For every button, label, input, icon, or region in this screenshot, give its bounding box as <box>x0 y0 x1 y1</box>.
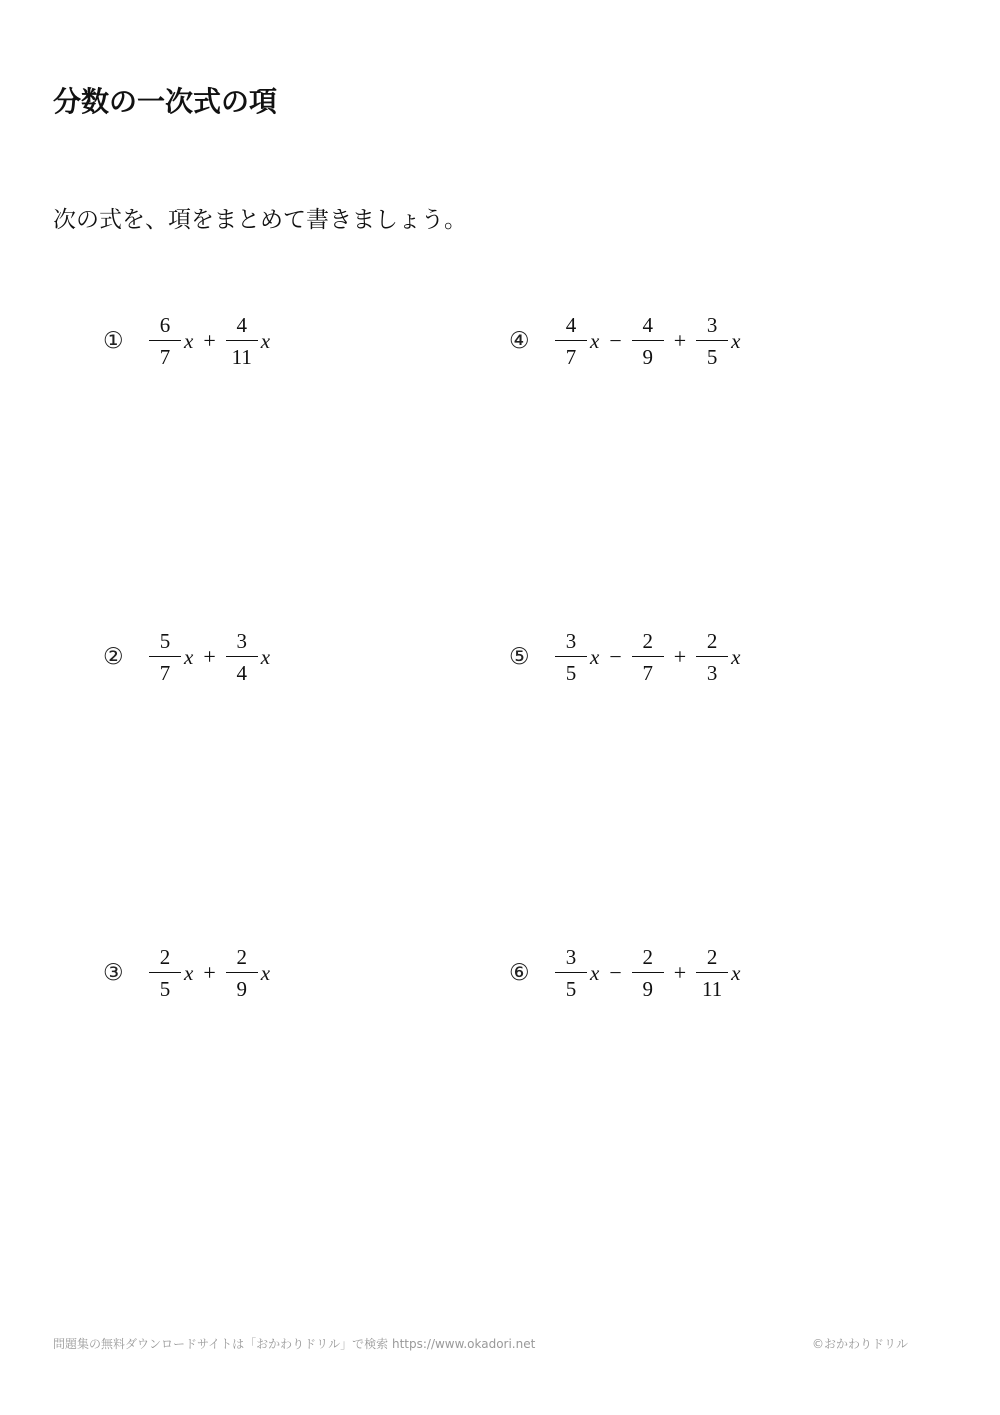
operator: + <box>673 328 687 353</box>
fraction-numerator: 2 <box>642 944 653 969</box>
problem-1 <box>103 311 272 371</box>
fraction <box>632 630 664 685</box>
fraction-bar <box>696 656 728 658</box>
problem-number: ⑤ <box>509 644 530 670</box>
fraction-denominator: 5 <box>159 977 171 1002</box>
fraction-numerator: 2 <box>642 628 653 653</box>
fraction <box>226 630 258 685</box>
fraction-denominator: 11 <box>231 345 252 370</box>
fraction-bar <box>226 656 258 658</box>
fraction-bar <box>632 340 664 342</box>
operator: + <box>673 960 687 985</box>
footer-site-text: 問題集の無料ダウンロードサイトは「おかわりドリル」で検索 https://www.okadori.net <box>53 1337 536 1351</box>
operator: + <box>203 328 216 353</box>
operator: − <box>609 960 622 985</box>
fraction <box>555 630 587 685</box>
fraction <box>696 946 728 1001</box>
fraction-denominator: 7 <box>565 345 577 370</box>
variable: x <box>590 328 600 353</box>
fraction <box>226 314 258 369</box>
problem-number: ② <box>103 644 124 670</box>
fraction-denominator: 4 <box>236 661 247 686</box>
problem-number: ① <box>103 328 124 354</box>
problem-5 <box>509 627 743 687</box>
fraction-denominator: 7 <box>642 661 653 686</box>
operator: + <box>203 644 216 669</box>
fraction-numerator: 2 <box>706 944 718 969</box>
problem-number: ④ <box>509 328 530 354</box>
fraction-numerator: 2 <box>706 628 718 653</box>
problem-4 <box>509 311 743 371</box>
fraction-bar <box>555 656 587 658</box>
operator: − <box>609 328 622 353</box>
variable: x <box>590 960 600 985</box>
fraction-denominator: 5 <box>565 977 577 1002</box>
fraction-denominator: 7 <box>159 661 171 686</box>
fraction-bar <box>149 340 181 342</box>
variable: x <box>731 644 741 669</box>
fraction-denominator: 11 <box>702 977 723 1002</box>
fraction-numerator: 3 <box>565 628 577 653</box>
variable: x <box>184 328 194 353</box>
operator: + <box>673 644 687 669</box>
variable: x <box>184 960 194 985</box>
fraction-numerator: 3 <box>565 944 577 969</box>
operator: + <box>203 960 216 985</box>
variable: x <box>260 644 271 669</box>
fraction-denominator: 3 <box>706 661 718 686</box>
problem-3 <box>103 943 272 1003</box>
fraction-numerator: 4 <box>236 312 247 337</box>
variable: x <box>731 960 741 985</box>
variable: x <box>731 328 741 353</box>
fraction-denominator: 9 <box>642 345 653 370</box>
problem-number: ⑥ <box>509 960 530 986</box>
fraction <box>696 630 728 685</box>
fraction-bar <box>149 972 181 974</box>
fraction-bar <box>632 656 664 658</box>
fraction-denominator: 5 <box>565 661 577 686</box>
fraction <box>632 946 664 1001</box>
fraction-bar <box>149 656 181 658</box>
fraction-bar <box>696 972 728 974</box>
worksheet-title: 分数の一次式の項 <box>53 85 278 118</box>
fraction-bar <box>226 340 258 342</box>
fraction-numerator: 2 <box>159 944 171 969</box>
fraction-bar <box>555 972 587 974</box>
fraction <box>149 946 181 1001</box>
fraction-numerator: 2 <box>236 944 247 969</box>
fraction-bar <box>555 340 587 342</box>
fraction-numerator: 3 <box>236 628 247 653</box>
instruction-text: 次の式を、項をまとめて書きましょう。 <box>53 207 467 233</box>
fraction <box>226 946 258 1001</box>
fraction-numerator: 4 <box>642 312 653 337</box>
variable: x <box>260 328 271 353</box>
variable: x <box>590 644 600 669</box>
fraction-numerator: 3 <box>706 312 718 337</box>
fraction <box>555 946 587 1001</box>
operator: − <box>609 644 622 669</box>
fraction-numerator: 5 <box>159 628 171 653</box>
fraction-bar <box>632 972 664 974</box>
fraction-bar <box>696 340 728 342</box>
variable: x <box>184 644 194 669</box>
problem-6 <box>509 943 743 1003</box>
fraction-denominator: 7 <box>159 345 171 370</box>
fraction-denominator: 9 <box>236 977 247 1002</box>
fraction-numerator: 4 <box>565 312 577 337</box>
fraction-denominator: 5 <box>706 345 718 370</box>
fraction-bar <box>226 972 258 974</box>
problem-number: ③ <box>103 960 124 986</box>
fraction-numerator: 6 <box>159 312 171 337</box>
fraction <box>149 314 181 369</box>
fraction <box>632 314 664 369</box>
fraction <box>555 314 587 369</box>
footer-copyright: ©おかわりドリル <box>811 1337 908 1351</box>
variable: x <box>260 960 271 985</box>
fraction-denominator: 9 <box>642 977 653 1002</box>
problem-2 <box>103 627 272 687</box>
fraction <box>696 314 728 369</box>
fraction <box>149 630 181 685</box>
